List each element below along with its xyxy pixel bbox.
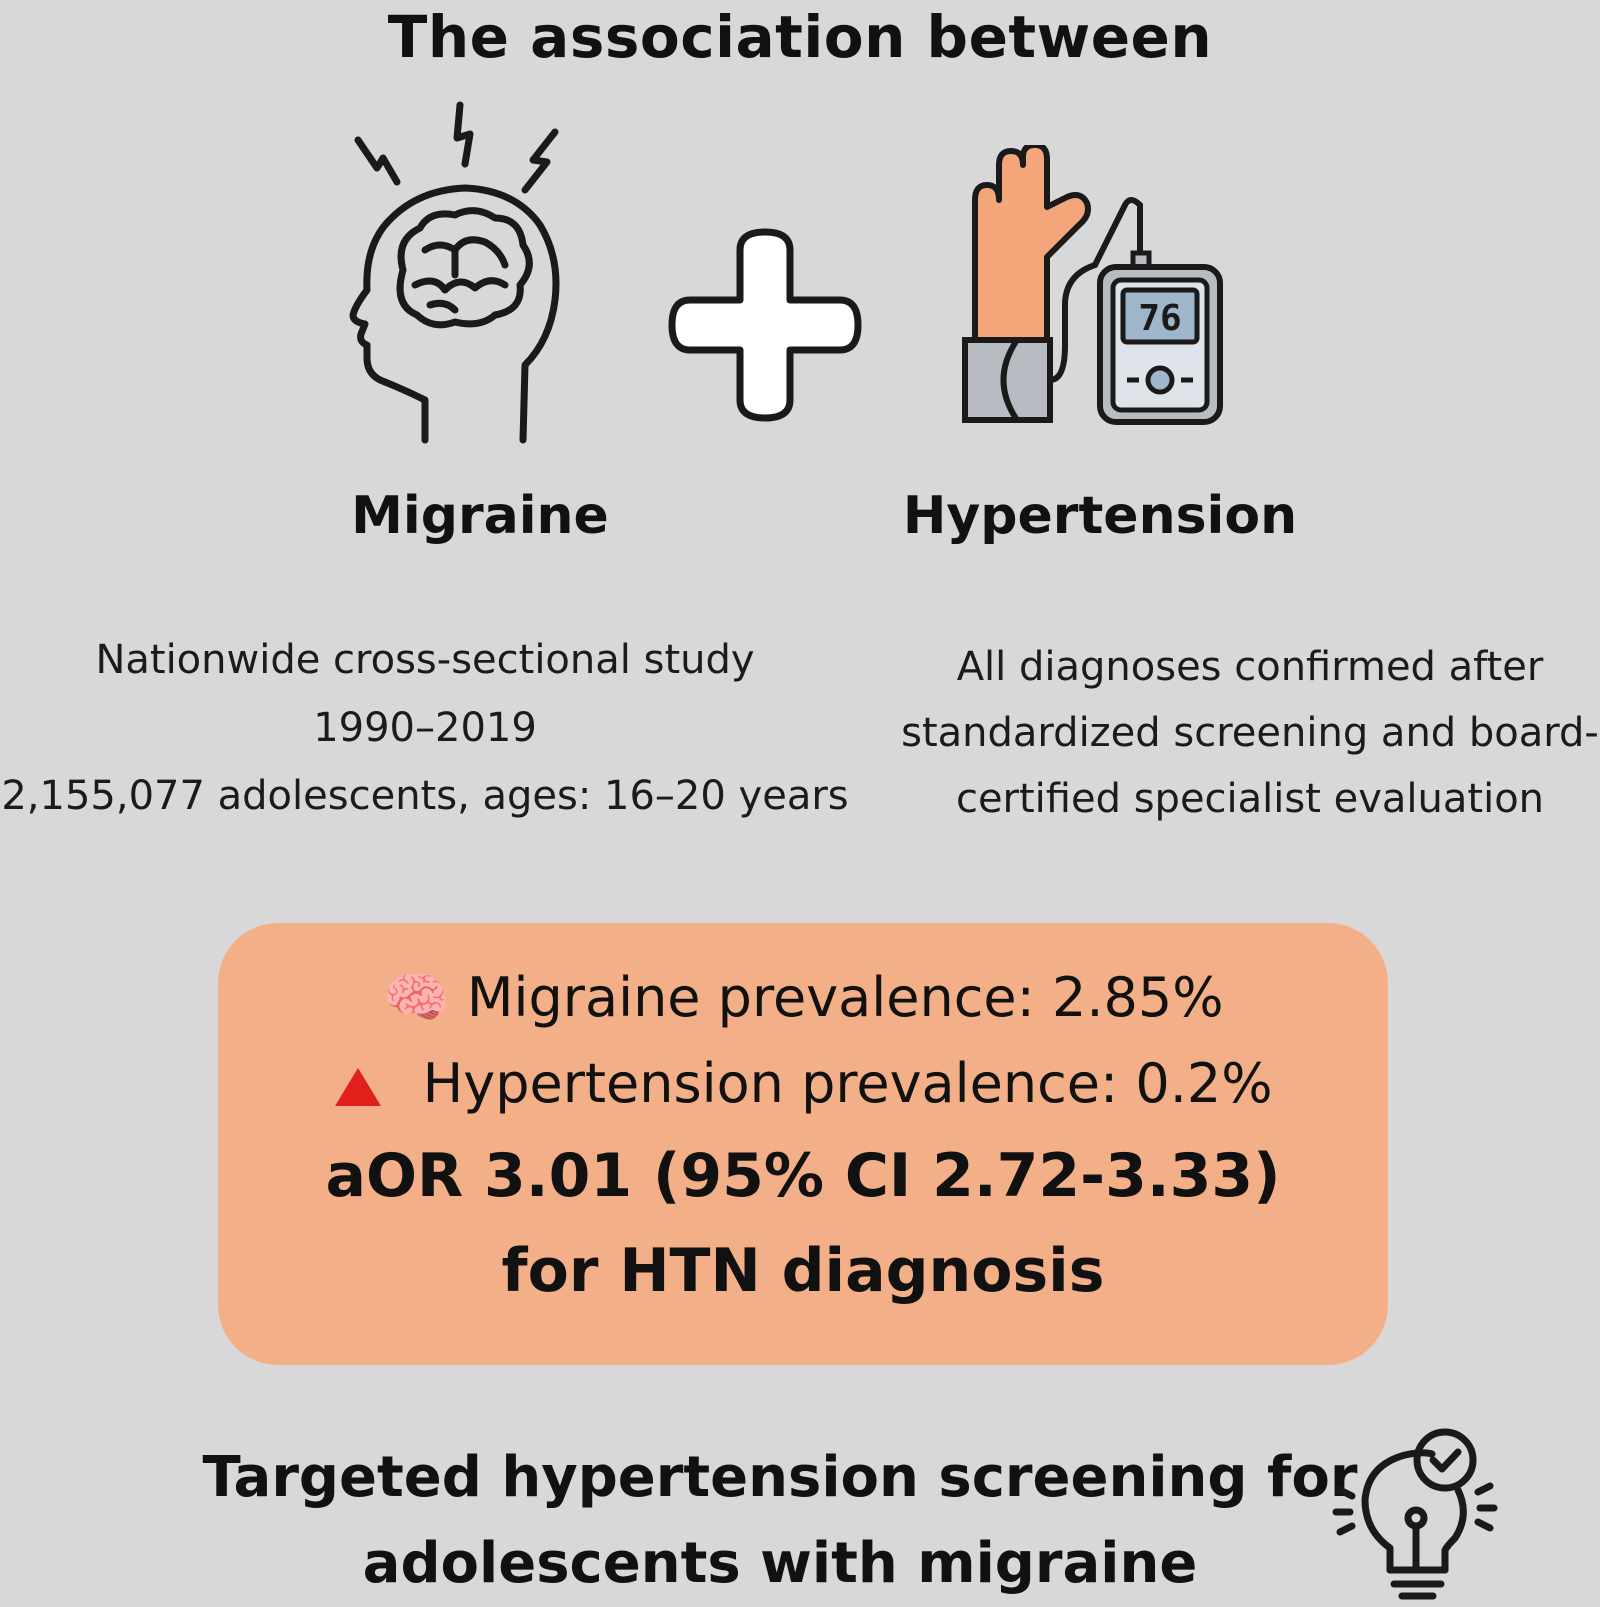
results-box xyxy=(218,923,1388,1365)
study-period-text: 1990–2019 xyxy=(313,705,537,751)
migraine-head-icon xyxy=(345,100,575,445)
brain-emoji-icon: 🧠 xyxy=(382,966,450,1029)
migraine-prevalence: Migraine prevalence: 2.85% xyxy=(466,966,1224,1029)
conclusion-line-2: adolescents with migraine xyxy=(362,1531,1198,1596)
monitor-reading: 76 xyxy=(1138,298,1182,339)
conclusion xyxy=(140,1435,1420,1607)
aor-result: aOR 3.01 (95% CI 2.72-3.33) xyxy=(325,1141,1281,1211)
study-description xyxy=(0,626,850,830)
red-triangle-icon xyxy=(333,1066,383,1108)
blood-pressure-monitor-icon xyxy=(955,145,1230,430)
study-design-text: Nationwide cross-sectional study xyxy=(95,637,755,683)
hypertension-prevalence-row xyxy=(218,1049,1388,1119)
diagnosis-description xyxy=(900,634,1600,832)
aor-outcome: for HTN diagnosis xyxy=(501,1236,1105,1306)
conclusion-line-1: Targeted hypertension screening for xyxy=(202,1445,1358,1510)
diagnosis-line-2: standardized screening and board- xyxy=(901,710,1599,756)
diagnosis-line-1: All diagnoses confirmed after xyxy=(956,644,1544,690)
page-title: The association between xyxy=(387,3,1213,71)
migraine-prevalence-row xyxy=(218,963,1388,1033)
study-population-text: 2,155,077 adolescents, ages: 16–20 years xyxy=(1,773,849,819)
plus-icon xyxy=(668,228,863,423)
lightbulb-check-icon xyxy=(1330,1420,1510,1600)
hypertension-label: Hypertension xyxy=(902,486,1298,546)
diagnosis-line-3: certified specialist evaluation xyxy=(955,776,1545,822)
hypertension-prevalence: Hypertension prevalence: 0.2% xyxy=(422,1052,1273,1115)
migraine-label: Migraine xyxy=(351,486,609,546)
